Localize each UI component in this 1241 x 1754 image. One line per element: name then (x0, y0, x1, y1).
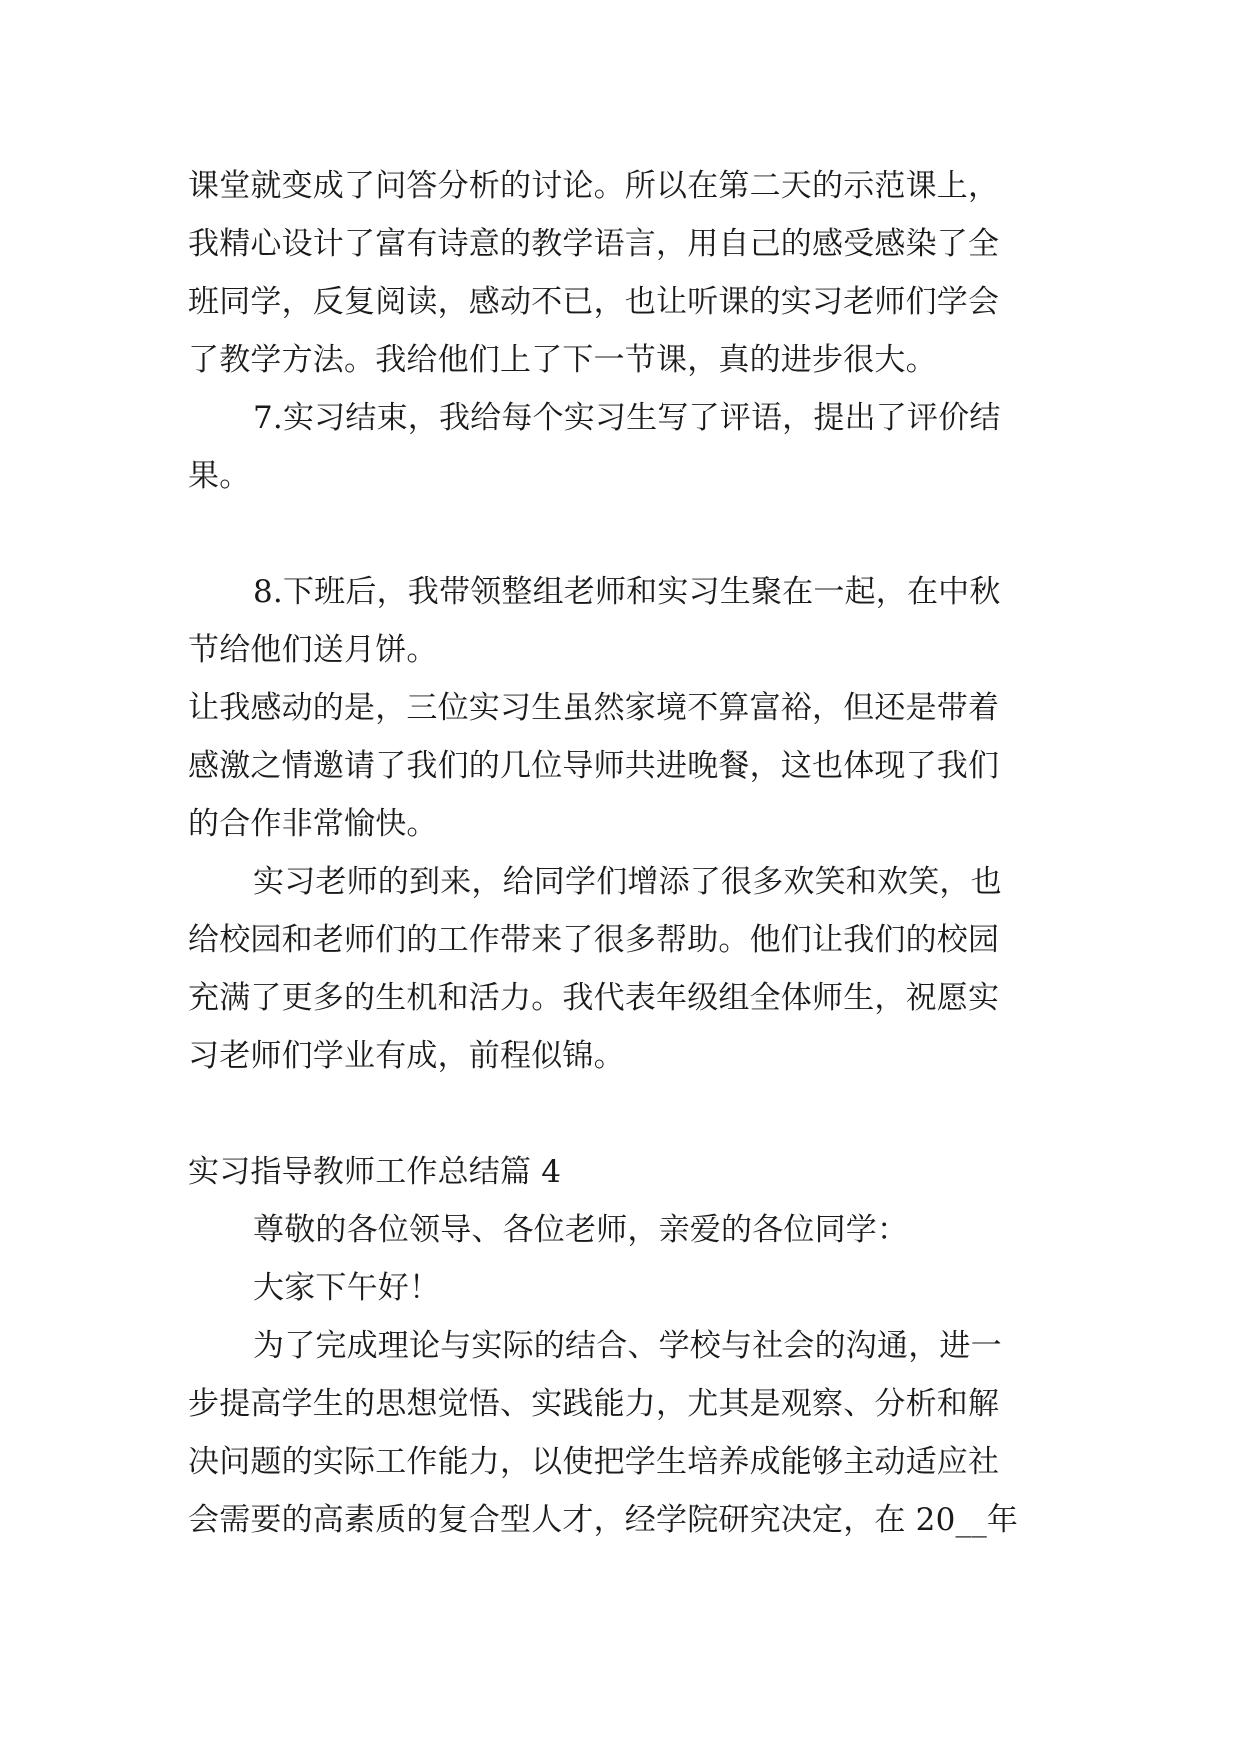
text-line: 感激之情邀请了我们的几位导师共进晚餐，这也体现了我们 (188, 748, 1000, 784)
text-line: 给校园和老师们的工作带来了很多帮助。他们让我们的校园 (188, 922, 1000, 958)
text-line: 习老师们学业有成，前程似锦。 (188, 1038, 625, 1074)
text-line: 大家下午好！ (253, 1270, 441, 1306)
text-line: 节给他们送月饼。 (188, 632, 438, 668)
text-line: 充满了更多的生机和活力。我代表年级组全体师生，祝愿实 (188, 980, 1000, 1016)
text-line: 会需要的高素质的复合型人才，经学院研究决定，在 20__年 (188, 1502, 1019, 1538)
text-line: 步提高学生的思想觉悟、实践能力，尤其是观察、分析和解 (188, 1386, 1000, 1422)
text-line: 7.实习结束，我给每个实习生写了评语，提出了评价结 (253, 400, 1001, 436)
text-line: 了教学方法。我给他们上了下一节课，真的进步很大。 (188, 342, 937, 378)
text-line: 实习老师的到来，给同学们增添了很多欢笑和欢笑，也 (253, 864, 1002, 900)
text-line: 课堂就变成了问答分析的讨论。所以在第二天的示范课上， (188, 168, 1000, 204)
text-line: 让我感动的是，三位实习生虽然家境不算富裕，但还是带着 (188, 690, 1000, 726)
text-line: 的合作非常愉快。 (188, 806, 438, 842)
text-line: 8.下班后，我带领整组老师和实习生聚在一起，在中秋 (253, 574, 1001, 610)
text-line: 尊敬的各位领导、各位老师，亲爱的各位同学： (253, 1212, 909, 1248)
text-line: 为了完成理论与实际的结合、学校与社会的沟通，进一 (253, 1328, 1002, 1364)
text-line: 我精心设计了富有诗意的教学语言，用自己的感受感染了全 (188, 226, 1000, 262)
text-line: 果。 (188, 458, 251, 494)
text-line: 班同学，反复阅读，感动不已，也让听课的实习老师们学会 (188, 284, 1000, 320)
text-line: 决问题的实际工作能力，以使把学生培养成能够主动适应社 (188, 1444, 1000, 1480)
section-heading: 实习指导教师工作总结篇 4 (188, 1154, 562, 1190)
